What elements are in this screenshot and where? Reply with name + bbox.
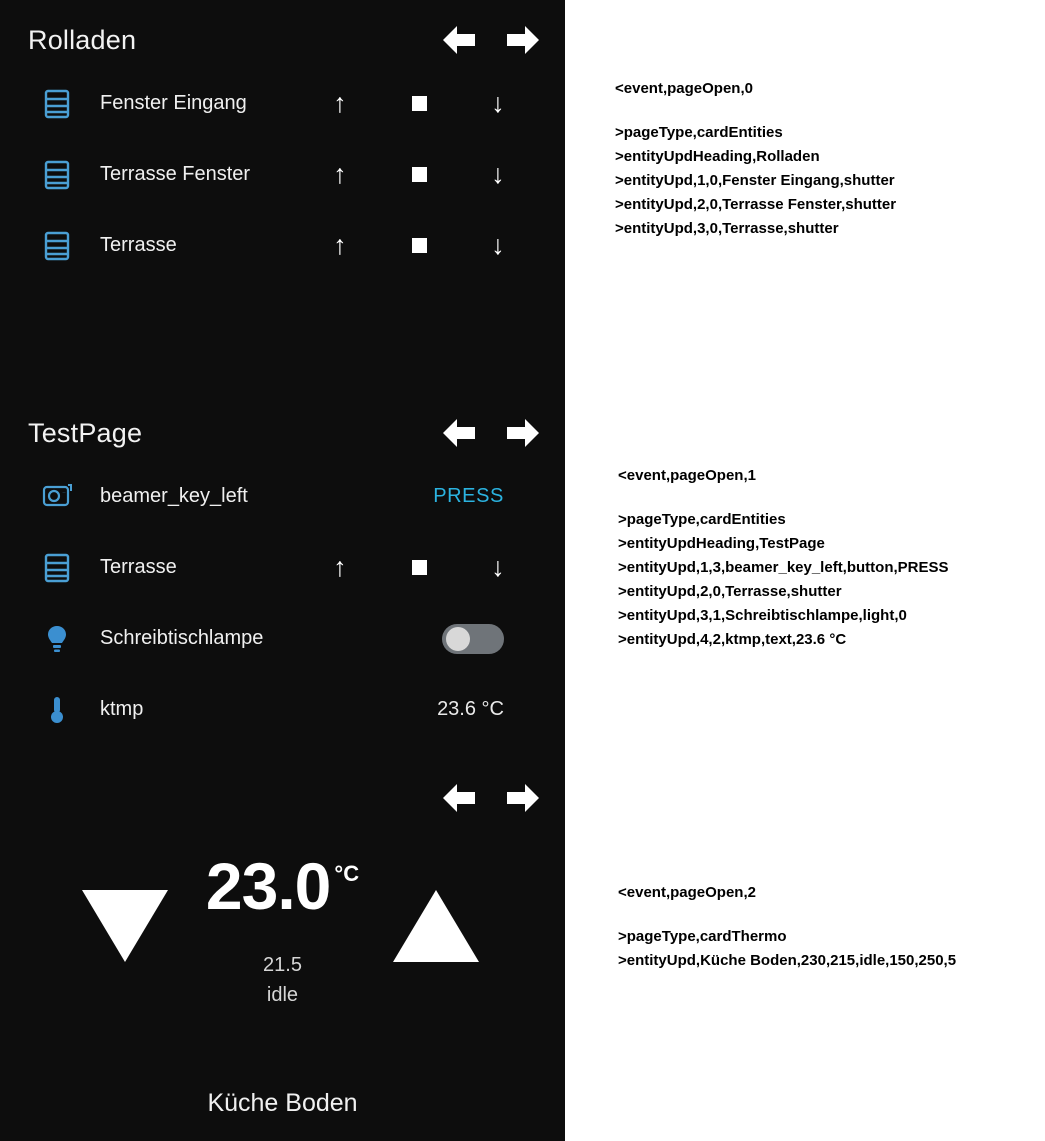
card-header xyxy=(0,405,565,461)
log-line: >pageType,cardThermo xyxy=(618,928,787,945)
log-event: <event,pageOpen,0 xyxy=(615,80,753,97)
press-button[interactable]: PRESS xyxy=(433,485,504,507)
shutter-stop-button[interactable] xyxy=(398,227,440,265)
log-line: >entityUpd,4,2,ktmp,text,23.6 °C xyxy=(618,631,847,648)
shutter-up-button[interactable]: ↑ xyxy=(333,552,347,582)
shutter-down-button[interactable]: ↓ xyxy=(491,230,505,260)
list-item[interactable] xyxy=(0,603,565,674)
shutter-controls xyxy=(319,549,543,587)
log-line: >entityUpd,1,0,Fenster Eingang,shutter xyxy=(615,172,895,189)
temperature-unit: °C xyxy=(334,861,360,886)
list-item[interactable] xyxy=(0,532,565,603)
projector-icon xyxy=(40,480,74,514)
nav-arrows xyxy=(439,23,543,57)
log-panel xyxy=(565,0,1045,1141)
entity-label: Terrasse xyxy=(100,234,177,256)
shutter-stop-button[interactable] xyxy=(398,549,440,587)
log-line: >entityUpdHeading,Rolladen xyxy=(615,148,820,165)
shutter-up-button[interactable]: ↑ xyxy=(333,159,347,189)
toggle-knob xyxy=(446,627,470,651)
shutter-controls xyxy=(319,227,543,265)
current-temperature-value: 23.0 xyxy=(205,849,331,923)
log-block xyxy=(618,884,956,973)
list-item[interactable] xyxy=(0,461,565,532)
shutter-down-button[interactable]: ↓ xyxy=(491,552,505,582)
entity-label: Fenster Eingang xyxy=(100,92,247,114)
left-arrow-icon[interactable] xyxy=(439,781,479,815)
bulb-icon xyxy=(40,622,74,656)
card-header xyxy=(0,770,565,826)
entity-label: ktmp xyxy=(100,698,144,720)
shutter-icon xyxy=(40,551,74,585)
shutter-icon xyxy=(40,229,74,263)
card-header xyxy=(0,12,565,68)
page-title: Rolladen xyxy=(28,24,137,55)
thermometer-icon xyxy=(40,693,74,727)
right-arrow-icon[interactable] xyxy=(503,781,543,815)
card-entities-rolladen xyxy=(0,12,565,281)
left-arrow-icon[interactable] xyxy=(439,416,479,450)
thermo-body xyxy=(0,826,565,1056)
target-temperature: 21.5 xyxy=(263,954,302,976)
nav-arrows xyxy=(439,781,543,815)
thermo-state: idle xyxy=(266,984,299,1006)
right-arrow-icon[interactable] xyxy=(503,23,543,57)
entity-label: Schreibtischlampe xyxy=(100,627,264,649)
shutter-icon xyxy=(40,87,74,121)
shutter-controls xyxy=(319,85,543,123)
light-toggle[interactable] xyxy=(442,624,504,654)
entity-label: Terrasse Fenster xyxy=(100,163,251,185)
card-entities-testpage xyxy=(0,405,565,745)
left-arrow-icon[interactable] xyxy=(439,23,479,57)
shutter-stop-button[interactable] xyxy=(398,156,440,194)
log-line: >entityUpd,3,0,Terrasse,shutter xyxy=(615,220,839,237)
shutter-up-button[interactable]: ↑ xyxy=(333,230,347,260)
shutter-icon xyxy=(40,158,74,192)
log-event: <event,pageOpen,1 xyxy=(618,467,756,484)
right-arrow-icon[interactable] xyxy=(503,416,543,450)
shutter-controls xyxy=(319,156,543,194)
log-line: >entityUpd,2,0,Terrasse Fenster,shutter xyxy=(615,196,897,213)
thermo-entity-name: Küche Boden xyxy=(207,1089,358,1117)
shutter-down-button[interactable]: ↓ xyxy=(491,88,505,118)
entity-value: 23.6 °C xyxy=(437,698,504,720)
shutter-stop-button[interactable] xyxy=(398,85,440,123)
log-line: >entityUpd,2,0,Terrasse,shutter xyxy=(618,583,842,600)
page-title: TestPage xyxy=(28,417,143,448)
log-event: <event,pageOpen,2 xyxy=(618,884,756,901)
log-line: >entityUpd,3,1,Schreibtischlampe,light,0 xyxy=(618,607,907,624)
log-block xyxy=(615,80,896,241)
log-line: >pageType,cardEntities xyxy=(618,511,786,528)
card-thermo xyxy=(0,770,565,1140)
current-temperature xyxy=(0,848,565,924)
log-line: >entityUpdHeading,TestPage xyxy=(618,535,825,552)
list-item[interactable] xyxy=(0,210,565,281)
nav-arrows xyxy=(439,416,543,450)
log-line: >entityUpd,Küche Boden,230,215,idle,150,250,5 xyxy=(618,952,957,969)
list-item[interactable] xyxy=(0,68,565,139)
list-item[interactable] xyxy=(0,139,565,210)
log-line: >entityUpd,1,3,beamer_key_left,button,PRESS xyxy=(618,559,949,576)
entity-label: Terrasse xyxy=(100,556,177,578)
log-block xyxy=(618,467,949,652)
shutter-up-button[interactable]: ↑ xyxy=(333,88,347,118)
list-item xyxy=(0,674,565,745)
shutter-down-button[interactable]: ↓ xyxy=(491,159,505,189)
entity-label: beamer_key_left xyxy=(100,485,248,507)
log-line: >pageType,cardEntities xyxy=(615,124,783,141)
